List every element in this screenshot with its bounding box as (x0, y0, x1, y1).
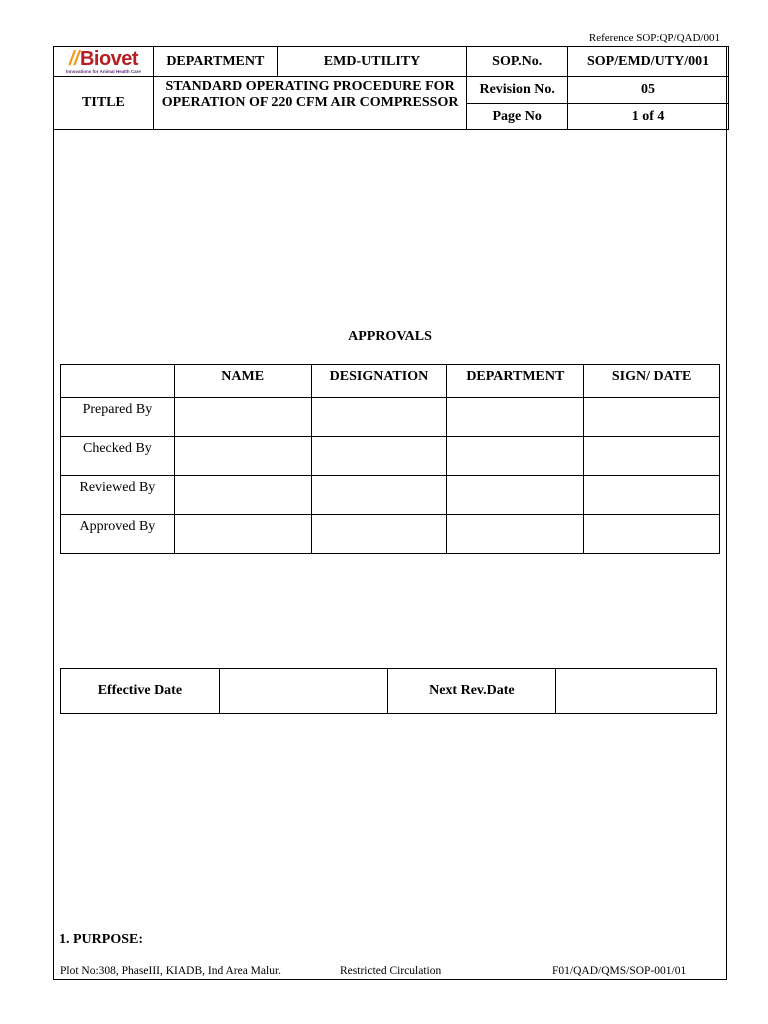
department-label: DEPARTMENT (153, 47, 277, 77)
cell-approved-designation (311, 515, 447, 554)
cell-reviewed-sign (584, 476, 720, 515)
page-value: 1 of 4 (568, 104, 729, 130)
approvals-header-blank (61, 365, 175, 398)
cell-checked-designation (311, 437, 447, 476)
reference-text: Reference SOP:QP/QAD/001 (588, 32, 720, 44)
cell-prepared-sign (584, 398, 720, 437)
cell-approved-name (174, 515, 311, 554)
row-label-prepared: Prepared By (61, 398, 175, 437)
header-table (53, 46, 729, 130)
approvals-table (60, 364, 720, 554)
footer-circulation: Restricted Circulation (340, 965, 442, 977)
approvals-heading: APPROVALS (348, 329, 432, 344)
next-rev-date-value (556, 669, 717, 714)
table-row (61, 437, 720, 476)
title-value: STANDARD OPERATING PROCEDURE FOR OPERATION OF 220 CFM AIR COMPRESSOR (153, 77, 466, 130)
logo-brand: Biovet (79, 48, 139, 70)
logo-cell (54, 47, 154, 77)
cell-reviewed-designation (311, 476, 447, 515)
column-sign-date: SIGN/ DATE (584, 365, 720, 398)
cell-prepared-department (447, 398, 584, 437)
table-row (61, 515, 720, 554)
cell-checked-department (447, 437, 584, 476)
column-name: NAME (174, 365, 311, 398)
cell-checked-sign (584, 437, 720, 476)
row-label-approved: Approved By (61, 515, 175, 554)
cell-reviewed-name (174, 476, 311, 515)
logo-tagline: Innovations for Animal Health Care (66, 69, 141, 74)
cell-approved-department (447, 515, 584, 554)
cell-reviewed-department (447, 476, 584, 515)
row-label-reviewed: Reviewed By (61, 476, 175, 515)
effective-date-label: Effective Date (61, 669, 220, 714)
cell-prepared-designation (311, 398, 447, 437)
cell-approved-sign (584, 515, 720, 554)
revision-label: Revision No. (467, 77, 568, 104)
page-label: Page No (467, 104, 568, 130)
footer-address: Plot No:308, PhaseIII, KIADB, Ind Area Malur. (60, 965, 282, 977)
row-label-checked: Checked By (61, 437, 175, 476)
column-department: DEPARTMENT (447, 365, 584, 398)
table-row (61, 476, 720, 515)
footer-form-number: F01/QAD/QMS/SOP-001/01 (552, 965, 687, 977)
title-label: TITLE (54, 77, 154, 130)
effective-date-table (60, 668, 717, 714)
department-value: EMD-UTILITY (277, 47, 467, 77)
sop-no-label: SOP.No. (467, 47, 568, 77)
column-designation: DESIGNATION (311, 365, 447, 398)
section-purpose-heading: 1. PURPOSE: (59, 932, 143, 947)
cell-checked-name (174, 437, 311, 476)
biovet-logo: //Biovet Innovations for Animal Health Care (66, 48, 141, 74)
revision-value: 05 (568, 77, 729, 104)
effective-date-value (219, 669, 388, 714)
next-rev-date-label: Next Rev.Date (388, 669, 556, 714)
table-row (61, 398, 720, 437)
cell-prepared-name (174, 398, 311, 437)
sop-no-value: SOP/EMD/UTY/001 (568, 47, 729, 77)
